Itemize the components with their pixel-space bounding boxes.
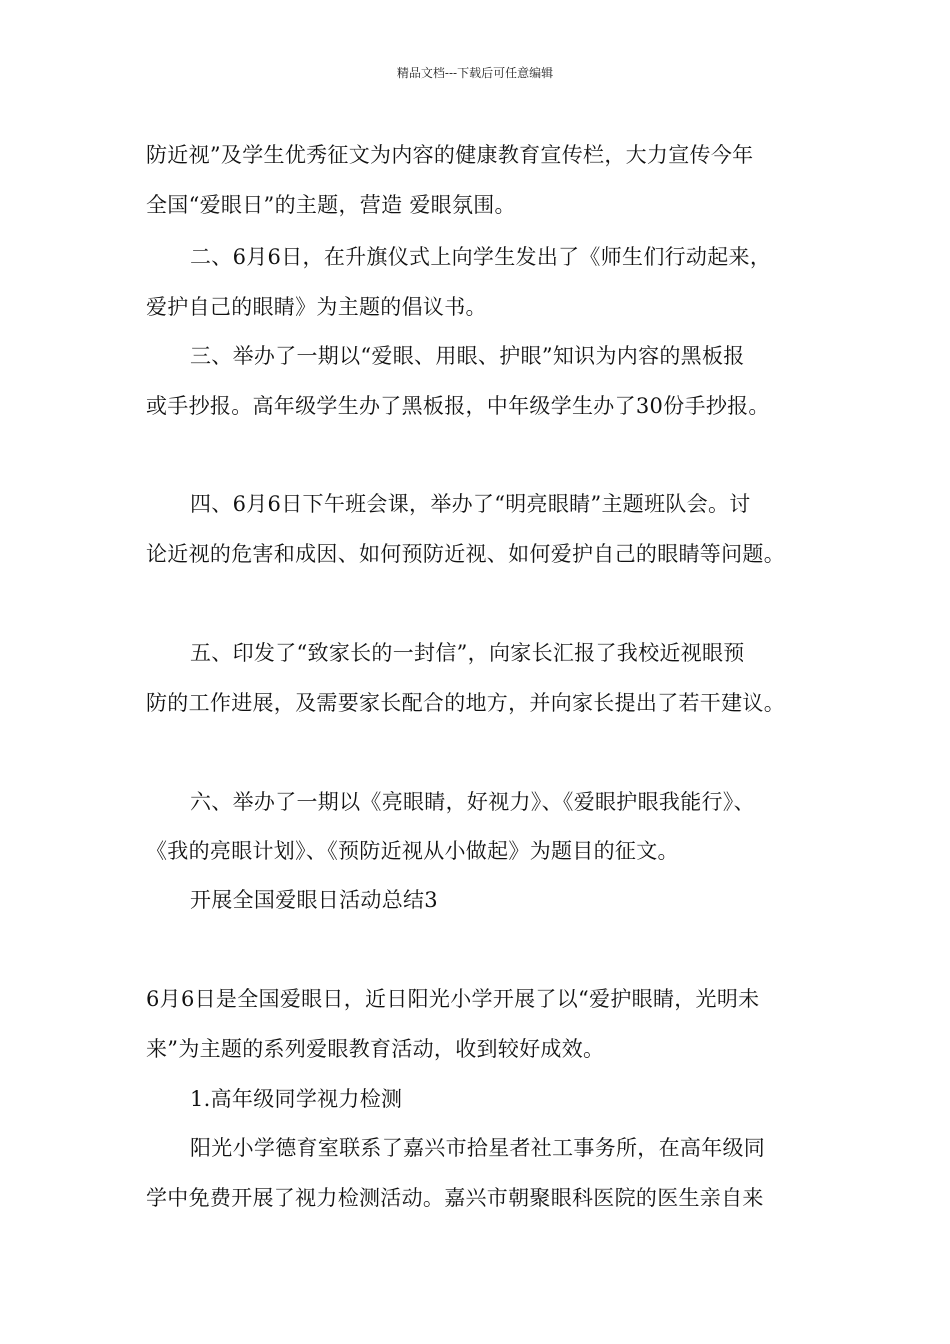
page-header: 精品文档---下载后可任意编辑 bbox=[396, 66, 554, 80]
text-line: 爱护自己的眼睛》为主题的倡议书。 bbox=[146, 295, 487, 319]
text-line: 学中免费开展了视力检测活动。嘉兴市朝聚眼科医院的医生亲自来 bbox=[146, 1186, 764, 1210]
text-line: 全国“爱眼日”的主题，营造 爱眼氛围。 bbox=[146, 193, 516, 217]
text-line: 二、6月6日，在升旗仪式上向学生发出了《师生们行动起来， bbox=[190, 245, 772, 269]
text-line: 五、印发了“致家长的一封信”，向家长汇报了我校近视眼预 bbox=[190, 641, 745, 665]
text-line: 三、举办了一期以“爱眼、用眼、护眼”知识为内容的黑板报 bbox=[190, 344, 745, 368]
text-line: 阳光小学德育室联系了嘉兴市拾星者社工事务所，在高年级同 bbox=[190, 1136, 766, 1160]
text-line: 四、6月6日下午班会课，举办了“明亮眼睛”主题班队会。讨 bbox=[190, 492, 751, 516]
subsection-heading: 1.高年级同学视力检测 bbox=[190, 1087, 403, 1111]
text-line: 《我的亮眼计划》、《预防近视从小做起》为题目的征文。 bbox=[146, 839, 679, 863]
text-line: 来”为主题的系列爱眼教育活动，收到较好成效。 bbox=[146, 1037, 605, 1061]
text-line: 或手抄报。高年级学生办了黑板报，中年级学生办了30份手抄报。 bbox=[146, 394, 770, 418]
text-line: 6月6日是全国爱眼日，近日阳光小学开展了以“爱护眼睛，光明未 bbox=[146, 987, 760, 1011]
text-line: 六、举办了一期以《亮眼睛，好视力》、《爱眼护眼我能行》、 bbox=[190, 790, 755, 814]
text-line: 防的工作进展，及需要家长配合的地方，并向家长提出了若干建议。 bbox=[146, 691, 785, 715]
text-line: 防近视”及学生优秀征文为内容的健康教育宣传栏，大力宣传今年 bbox=[146, 143, 754, 167]
section-heading: 开展全国爱眼日活动总结3 bbox=[190, 888, 438, 912]
text-line: 论近视的危害和成因、如何预防近视、如何爱护自己的眼睛等问题。 bbox=[146, 542, 785, 566]
